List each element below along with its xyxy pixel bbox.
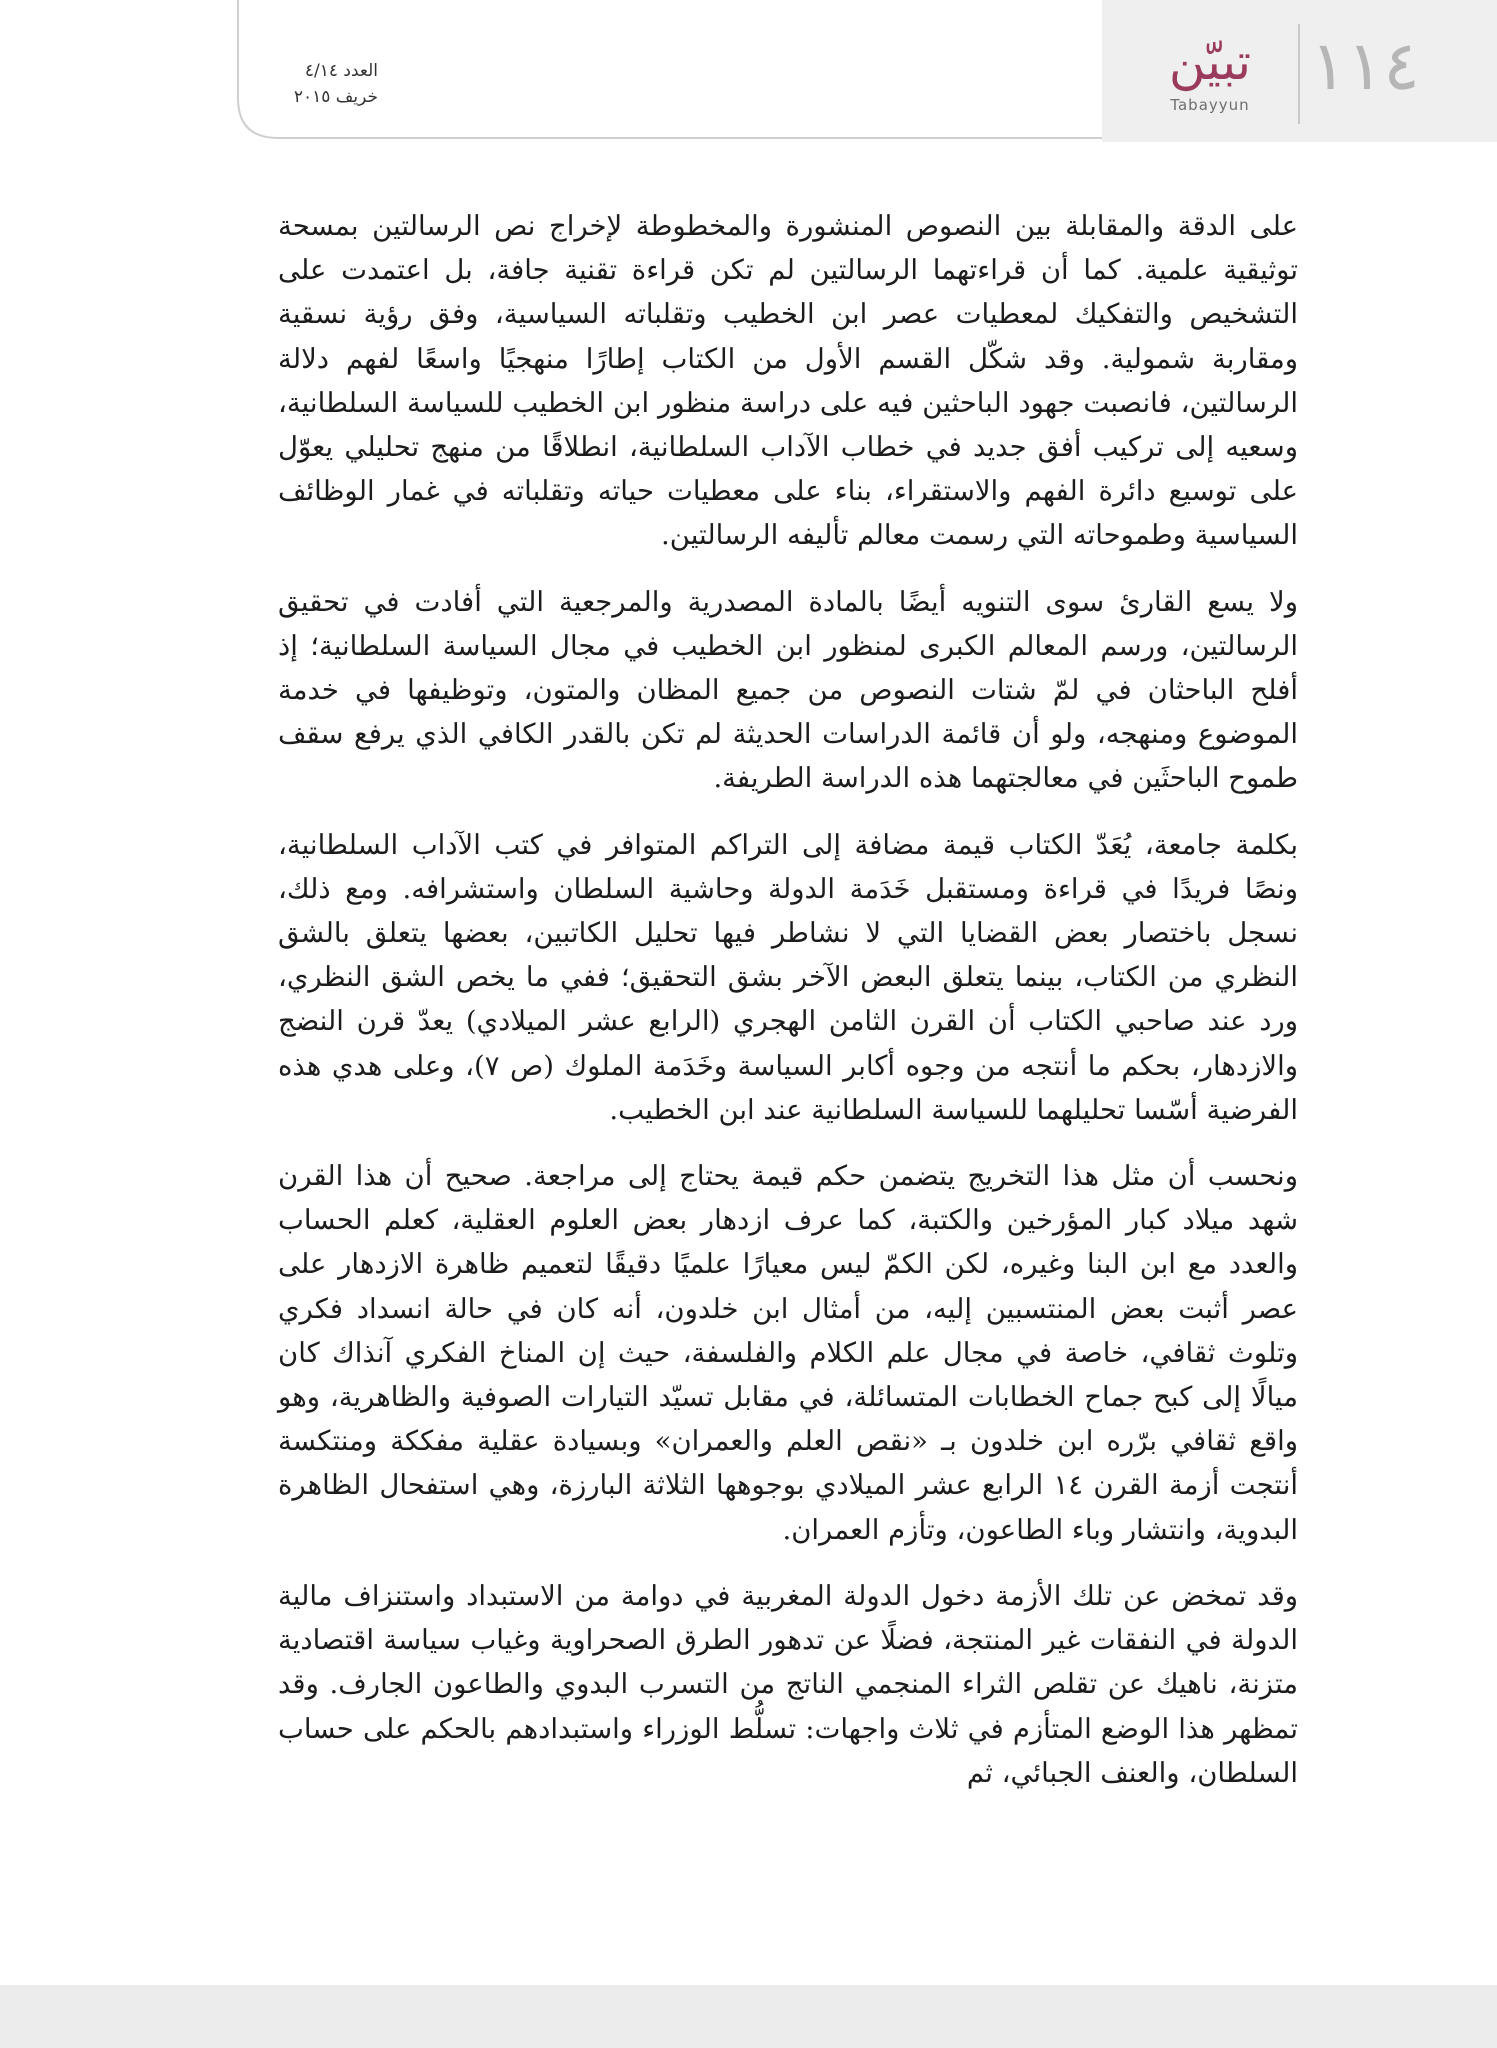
footer-band: [0, 1985, 1497, 2048]
paragraph: ونحسب أن مثل هذا التخريج يتضمن حكم قيمة يحتاج إلى مراجعة. صحيح أن هذا القرن شهد ميلاد كبار المؤرخين والكتبة، كما عرف ازدهار بعض العلوم العقلية، كعلم الحساب والعدد مع ابن البنا وغيره، لكن الكمّ ليس معيارًا علميًا دقيقًا لتعميم ظاهرة الازدهار على عصر أثبت بعض المنتسبين إليه، من أمثال ابن خلدون، أنه كان في حالة انسداد فكري وتلوث ثقافي، خاصة في مجال علم الكلام والفلسفة، حيث إن المناخ الفكري آنذاك كان ميالًا إلى كبح جماح الخطابات المتسائلة، في مقابل تسيّد التيارات الصوفية والظاهرية، وهو واقع ثقافي برّره ابن خلدون بـ «نقص العلم والعمران» وبسيادة عقلية مفككة ومنتكسة أنتجت أزمة القرن ١٤ الرابع عشر الميلادي بوجوهها الثلاثة البارزة، وهي استفحال الظاهرة البدوية، وانتشار وباء الطاعون، وتأزم العمران.: [278, 1160, 1299, 1546]
paragraph: على الدقة والمقابلة بين النصوص المنشورة والمخطوطة لإخراج نص الرسالتين بمسحة توثيقية علمية. كما أن قراءتهما الرسالتين لم تكن قراءة تقنية جافة، بل اعتمدت على التشخيص والتفكيك لمعطيات عصر ابن الخطيب وتقلباته السياسية، وفق رؤية نسقية ومقاربة شمولية. وقد شكّل القسم الأول من الكتاب إطارًا منهجيًا واسعًا لفهم دلالة الرسالتين، فانصبت جهود الباحثين فيه على دراسة منظور ابن الخطيب للسياسة السلطانية، وسعيه إلى تركيب أفق جديد في خطاب الآداب السلطانية، انطلاقًا من منهج تحليلي يعوّل على توسيع دائرة الفهم والاستقراء، بناء على معطيات حياته وتقلباته في غمار الوظائف السياسية وطموحاته التي رسمت معالم تأليفه الرسالتين.: [278, 210, 1298, 552]
paragraph: وقد تمخض عن تلك الأزمة دخول الدولة المغربية في دوامة من الاستبداد واستنزاف مالية الدولة في النفقات غير المنتجة، فضلًا عن تدهور الطرق الصحراوية وغياب سياسة اقتصادية متزنة، ناهيك عن تقلص الثراء المنجمي الناتج من التسرب البدوي والطاعون الجارف. وقد تمظهر هذا الوضع المتأزم في ثلاث واجهات: تسلُّط الوزراء واستبدادهم بالحكم على حساب السلطان، والعنف الجبائي، ثم: [278, 1579, 1298, 1789]
paragraph: ولا يسع القارئ سوى التنويه أيضًا بالمادة المصدرية والمرجعية التي أفادت في تحقيق الرسالتين، ورسم المعالم الكبرى لمنظور ابن الخطيب في مجال السياسة السلطانية؛ إذ أفلح الباحثان في لمّ شتات النصوص من جميع المظان والمتون، وتوظيفها في خدمة الموضوع ومنهجه، ولو أن قائمة الدراسات الحديثة لم تكن بالقدر الكافي الذي يرفع سقف طموح الباحثَين في معالجتهما هذه الدراسة الطريفة.: [278, 585, 1298, 795]
logo-arabic-wordmark: تبيّن: [1168, 33, 1252, 91]
paragraph: بكلمة جامعة، يُعَدّ الكتاب قيمة مضافة إلى التراكم المتوافر في كتب الآداب السلطانية، ونصًا فريدًا في قراءة ومستقبل خَدَمة الدولة وحاشية السلطان واستشرافه. ومع ذلك، نسجل باختصار بعض القضايا التي لا نشاطر فيها تحليل الكاتبين، بعضها يتعلق بالشق النظري من الكتاب، بينما يتعلق البعض الآخر بشق التحقيق؛ ففي ما يخص الشق النظري، ورد عند صاحبي الكتاب أن القرن الثامن الهجري (الرابع عشر الميلادي) يعدّ قرن النضج والازدهار، بحكم ما أنتجه من وجوه أكابر السياسة وخَدَمة الملوك (ص ٧)، وعلى هدي هذه الفرضية أسّسا تحليلهما للسياسة السلطانية عند ابن الخطيب.: [278, 828, 1298, 1126]
issue-info: [268, 58, 378, 110]
journal-logo: [1130, 30, 1290, 120]
issue-number: العدد ٤/١٤: [304, 61, 378, 81]
logo-divider: [1298, 24, 1300, 124]
page-number: ١١٤: [1310, 27, 1420, 106]
issue-season: خريف ٢٠١٥: [293, 87, 378, 107]
article-body: [278, 204, 1298, 1817]
page-header: [0, 0, 1497, 140]
logo-latin-wordmark: Tabayyun: [1170, 96, 1250, 114]
